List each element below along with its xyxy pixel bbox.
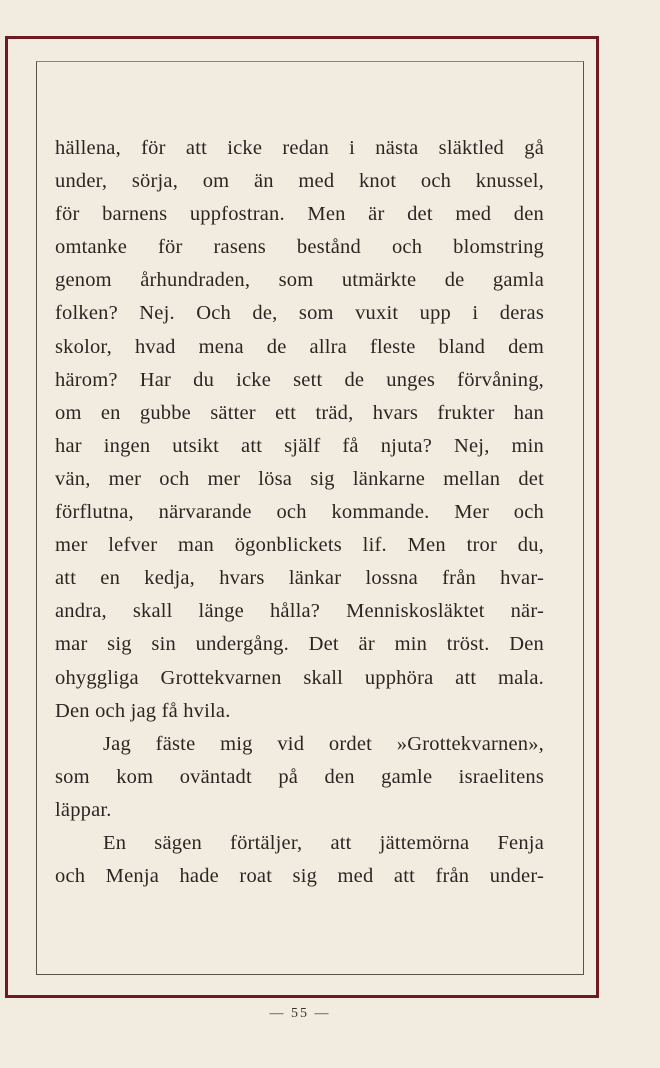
text-line: mar sig sin undergång. Det är min tröst. Den xyxy=(55,633,544,656)
text-line: förflutna, närvarande och kommande. Mer och xyxy=(55,501,544,524)
text-line: skolor, hvad mena de allra fleste bland dem xyxy=(55,335,544,358)
text-line: genom århundraden, som utmärkte de gamla xyxy=(55,269,544,292)
text-body xyxy=(55,132,544,893)
text-line: vän, mer och mer lösa sig länkarne mellan det xyxy=(55,467,544,490)
text-line: omtanke för rasens bestånd och blomstring xyxy=(55,236,544,259)
text-line: hällena, för att icke redan i nästa släktled gå xyxy=(55,137,544,159)
text-line: läppar. xyxy=(55,798,112,821)
text-line: om en gubbe sätter ett träd, hvars frukter han xyxy=(55,401,544,424)
text-line: ohyggliga Grottekvarnen skall upphöra att mala. xyxy=(55,666,544,689)
page-number: — 55 — xyxy=(269,1006,331,1021)
text-line: har ingen utsikt att själf få njuta? Nej, min xyxy=(55,434,544,457)
text-line: andra, skall länge hålla? Menniskosläktet när- xyxy=(55,600,544,623)
text-line: och Menja hade roat sig med att från under- xyxy=(55,865,544,888)
text-line: En sägen förtäljer, att jättemörna Fenja xyxy=(103,831,544,854)
text-line: att en kedja, hvars länkar lossna från hvar- xyxy=(55,567,544,590)
text-line: under, sörja, om än med knot och knussel, xyxy=(55,170,544,193)
text-line: Jag fäste mig vid ordet »Grottekvarnen», xyxy=(103,732,544,755)
text-line: mer lefver man ögonblickets lif. Men tror du, xyxy=(55,534,544,557)
text-line: för barnens uppfostran. Men är det med den xyxy=(55,203,544,226)
text-line: härom? Har du icke sett de unges förvåning, xyxy=(55,368,544,391)
text-line: Den och jag få hvila. xyxy=(55,699,231,722)
text-line: folken? Nej. Och de, som vuxit upp i deras xyxy=(55,302,544,325)
text-line: som kom oväntadt på den gamle israelitens xyxy=(55,765,544,788)
